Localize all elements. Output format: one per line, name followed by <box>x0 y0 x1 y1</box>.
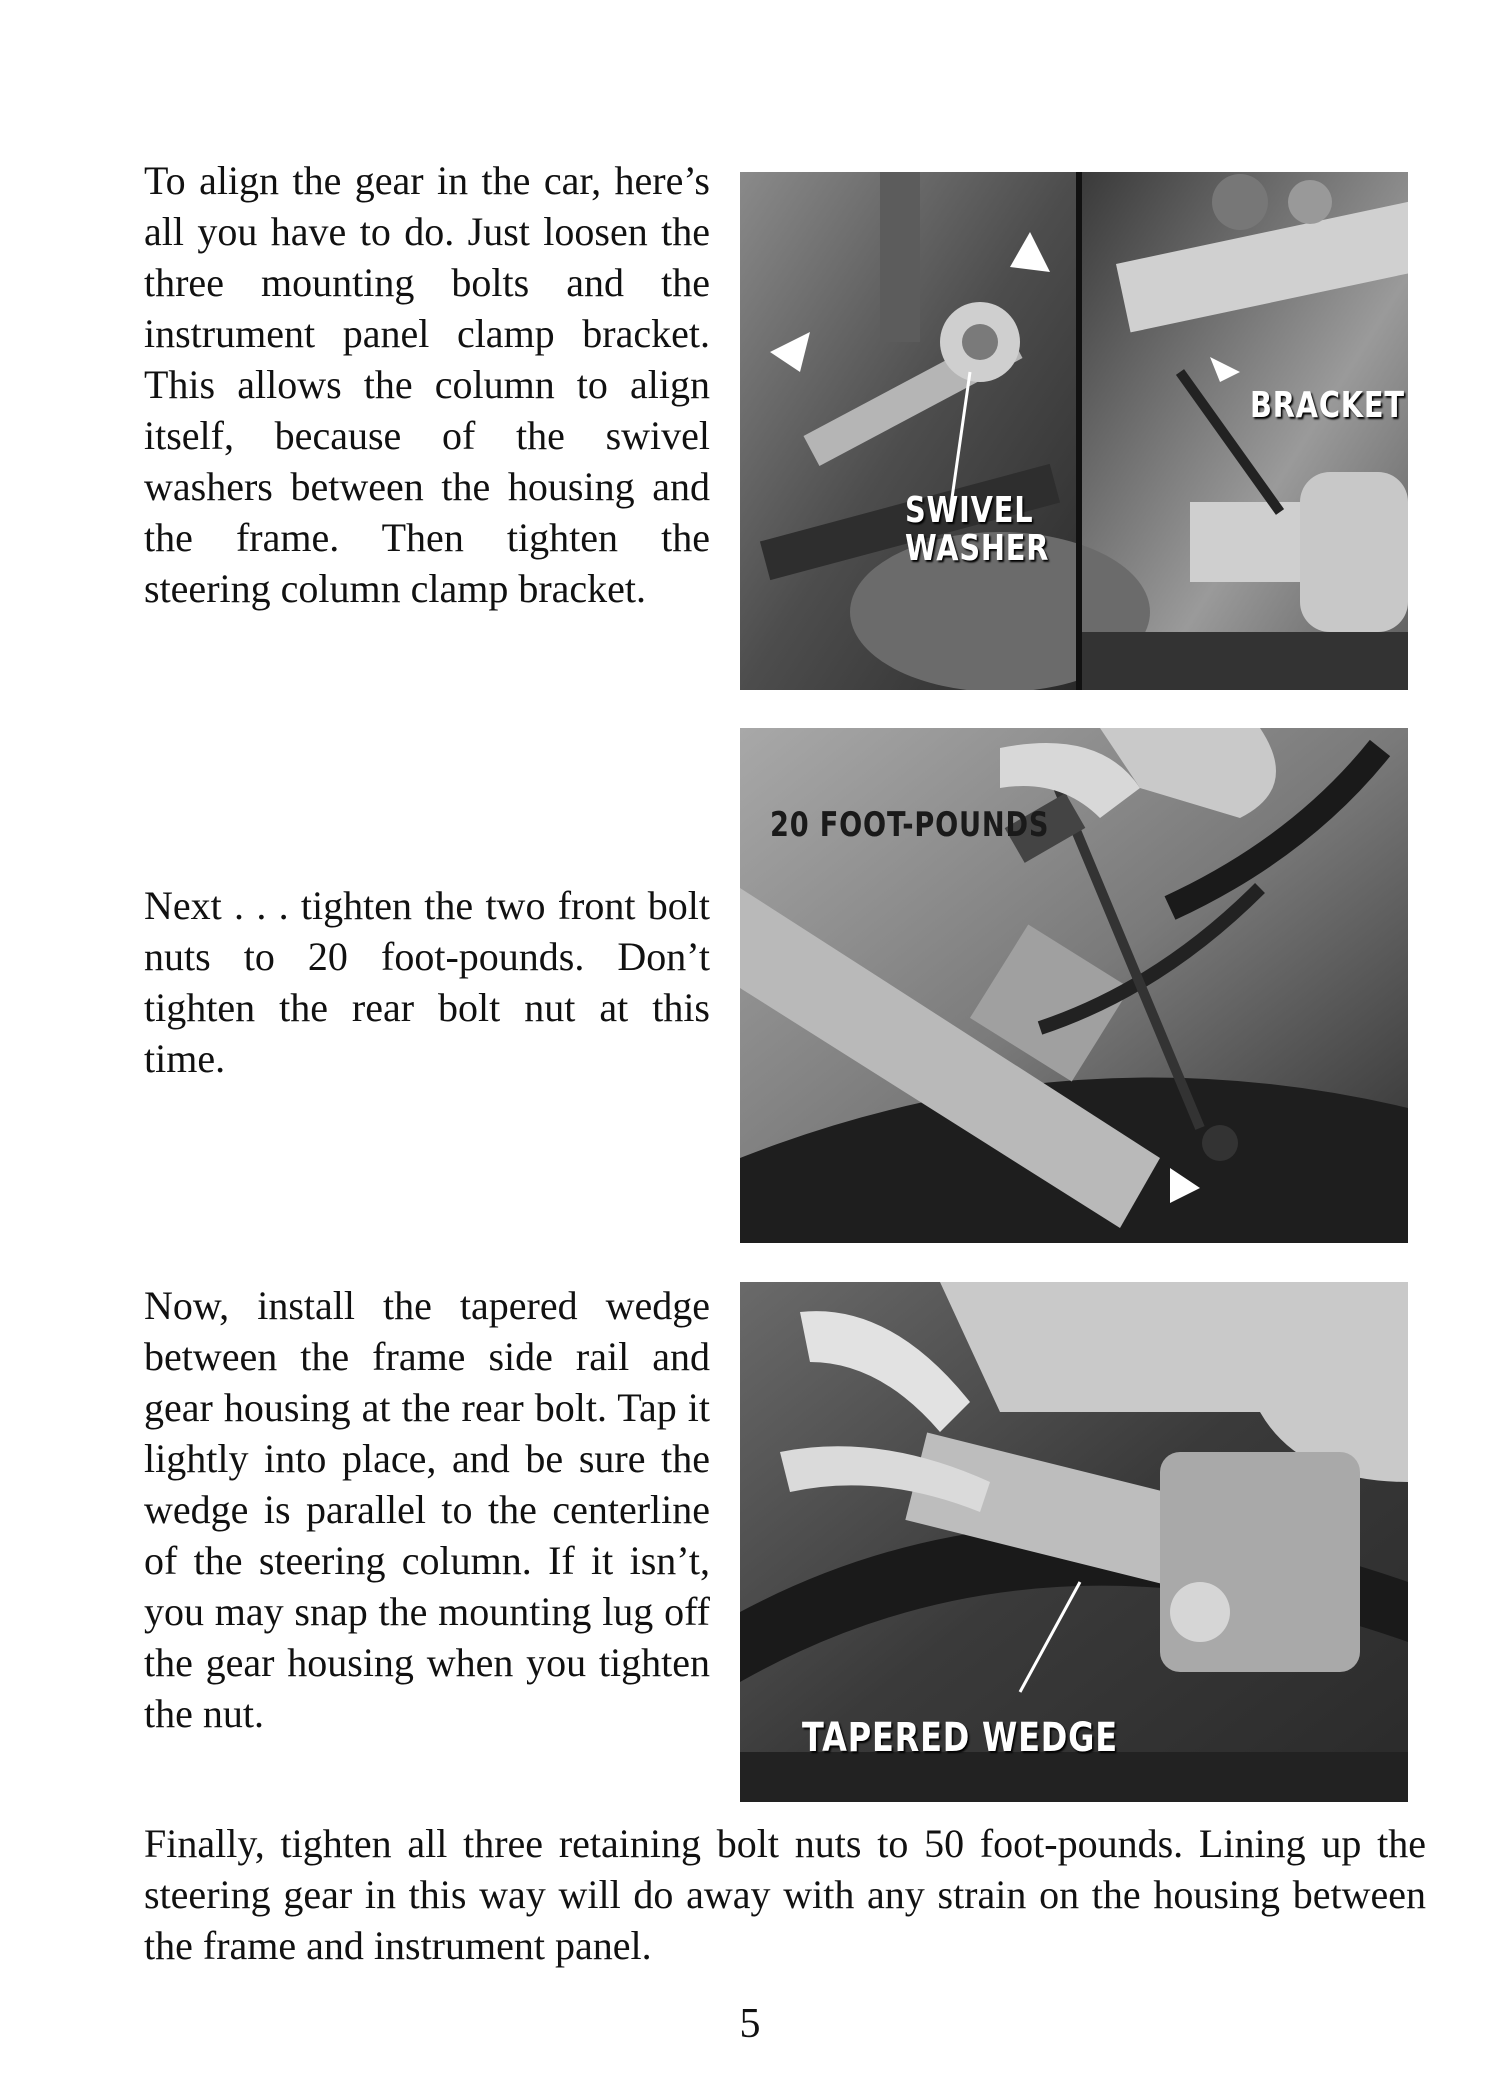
swivel-callout-line-2: WASHER <box>905 527 1050 569</box>
paragraph-align-gear: To align the gear in the car, here’s all you have to do. Just loosen the three mounting bolts and the instrument panel clamp bracket. This allows the column to align itself, because of the swivel washers between the housing and the frame. Then tighten the steering column clamp bracket. <box>144 158 710 611</box>
swivel-callout-line-1: SWIVEL <box>905 490 1034 531</box>
bracket-callout: BRACKET <box>1250 385 1405 426</box>
tapered-wedge-callout: TAPERED WEDGE <box>802 1715 1118 1761</box>
swivel-washer-callout <box>905 492 1049 568</box>
photo-1-divider <box>1076 172 1082 690</box>
paragraph-install-wedge: Now, install the tapered wedge between the frame side rail and gear housing at the rear bolt. Tap it lightly into place, and be sure the wedge is parallel to the centerline of the steering column. If it isn’t, you may snap the mounting lug off the gear housing when you tighten the nut. <box>144 1283 710 1736</box>
paragraph-finally: Finally, tighten all three retaining bolt nuts to 50 foot-pounds. Lining up the steering gear in this way will do away with any strain on the housing between the frame and instrument panel. <box>144 1821 1426 1968</box>
page-number: 5 <box>739 2001 761 2047</box>
paragraph-tighten-front: Next . . . tighten the two front bolt nuts to 20 foot-pounds. Don’t tighten the rear bolt nut at this time. <box>144 883 710 1081</box>
torque-callout: 20 FOOT-POUNDS <box>770 805 1050 845</box>
photo-swivel-washer-bracket <box>740 172 1408 690</box>
photo-1-illustration <box>740 172 1408 690</box>
photo-torque-wrench <box>740 728 1408 1243</box>
photo-tapered-wedge <box>740 1282 1408 1802</box>
